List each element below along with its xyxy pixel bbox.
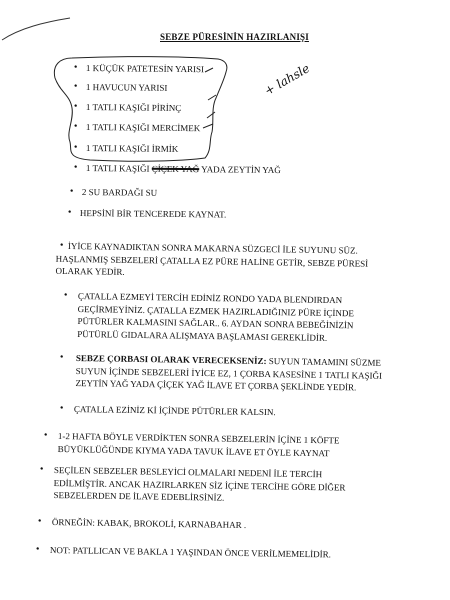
soup-heading: SEBZE ÇORBASI OLARAK VERECEKSENİZ:: [75, 352, 267, 366]
list-item: [73, 61, 205, 75]
paragraph-line: NOT: PATLLICAN VE BAKLA 1 YAŞINDAN ÖNCE VERİLMEMELİDİR.: [49, 544, 332, 560]
paragraph-line: SEÇİLEN SEBZELER BESLEYİCİ OLMALARI NEDENİ İLE TERCİH: [53, 464, 323, 480]
paragraph-line: SEBZELERDEN DE İLAVE EDEBLİRSİNİZ.: [53, 489, 225, 503]
paragraph-fork: [63, 289, 355, 344]
bullet-icon: •: [73, 61, 78, 73]
bullet-icon: •: [67, 206, 72, 218]
paragraph-line: İYİCE KAYNADIKTAN SONRA MAKARNA SÜZGECİ İLE SUYUNU SÜZ.: [67, 240, 358, 256]
bullet-icon: •: [73, 141, 78, 153]
list-item-text: 1 KÜÇÜK PATETESİN YARISI: [85, 62, 205, 75]
list-item-text: 2 SU BARDAĞI SU: [81, 186, 158, 198]
paragraph-boil: [55, 239, 369, 282]
bullet-icon: •: [73, 80, 78, 92]
struck-text: ÇİÇEK YAĞ: [151, 163, 200, 175]
bullet-icon: •: [43, 429, 48, 441]
paragraph-line-rest: SUYUN TAMAMINI SÜZME: [266, 355, 381, 368]
paragraph-line: ÇATALLA EZİNİZ Kİ İÇİNDE PÜTÜRLER KALSIN.: [73, 403, 276, 418]
paragraph-line: ÇATALLA EZMEYİ TERCİH EDİNİZ RONDO YADA BLENDIRDAN: [77, 290, 343, 306]
list-item: [73, 100, 182, 114]
paragraph-meat: [43, 429, 340, 459]
list-item-text: HEPSİNİ BİR TENCEREDE KAYNAT.: [79, 207, 227, 220]
handwritten-note: + lahsle: [262, 61, 313, 99]
corner-scribble: [2, 18, 70, 40]
list-item: [67, 206, 227, 221]
paragraph-line: ÖRNEĞİN: KABAK, BROKOLİ, KARNABAHAR .: [51, 516, 247, 531]
bullet-icon: •: [69, 185, 74, 197]
ingredient-ticks: [203, 68, 216, 128]
oil-prefix: 1 TATLI KAŞIĞI: [85, 162, 152, 174]
bullet-icon: •: [59, 402, 64, 414]
paragraph-line: SUYUN İÇİNDE SEBZELERİ İYİCE EZ, 1 ÇORBA KASESİNE 1 TATLI KAŞIĞI: [75, 365, 383, 381]
bullet-icon: •: [59, 351, 64, 363]
paragraph-line: 1-2 HAFTA BÖYLE VERDİKTEN SONRA SEBZELERİN İÇİNE 1 KÖFTE: [57, 430, 340, 446]
paragraph-line: ZEYTİN YAĞ YADA ÇİÇEK YAĞ İLAVE ET ÇORBA ŞEKLİNDE YEDİR.: [75, 377, 357, 393]
list-item: [73, 120, 201, 134]
paragraph-line: BÜYÜKLÜĞÜNDE KIYMA YADA TAVUK İLAVE ET ÖYLE KAYNAT: [57, 443, 330, 458]
oil-suffix: YADA ZEYTİN YAĞ: [199, 164, 281, 176]
bullet-icon: •: [37, 515, 42, 527]
bullet-icon: •: [73, 161, 78, 173]
paragraph-veg-choice: [39, 463, 346, 506]
paragraph-line: OLARAK YEDİR.: [55, 265, 125, 277]
paragraph-line: PÜTÜRLER KALMASINI SAĞLAR.. 6. AYDAN SONRA BEBEĞİNİZİN: [77, 315, 354, 331]
bullet-icon: •: [35, 543, 40, 555]
paragraph-line: PÜTÜRLÜ GIDALARA ALIŞMAYA BAŞLAMASI GEREKLİDİR.: [77, 328, 328, 343]
list-item: [73, 141, 179, 155]
list-item: [73, 80, 168, 94]
bullet-icon: •: [63, 289, 68, 301]
list-item-text: 1 TATLI KAŞIĞI MERCİMEK: [85, 121, 201, 134]
list-item: [69, 185, 158, 199]
bullet-icon: •: [39, 463, 44, 475]
bullet-icon: •: [73, 120, 78, 132]
paragraph-line: EDİLMİŞTİR. ANCAK HAZIRLARKEN SİZ İÇİNE TERCİHE GÖRE DİĞER: [53, 477, 346, 493]
bullet-icon: •: [73, 100, 78, 112]
bullet-icon: •: [59, 239, 64, 251]
page-title: SEBZE PÜRESİNİN HAZIRLANIŞI: [160, 32, 309, 42]
paragraph-soup: [59, 351, 383, 394]
list-item: [73, 161, 281, 176]
list-item-text: 1 TATLI KAŞIĞI PİRİNÇ: [85, 101, 182, 113]
paragraph-line: HAŞLANMIŞ SEBZELERİ ÇATALLA EZ PÜRE HALİNE GETİR, SEBZE PÜRESİ: [55, 253, 369, 269]
list-item-text: 1 HAVUCUN YARISI: [85, 81, 168, 93]
paragraph-line: GEÇİRMEYİNİZ. ÇATALLA EZMEK HAZIRLADIĞINIZ PÜRE İÇİNDE: [77, 303, 355, 318]
list-item-text: 1 TATLI KAŞIĞI İRMİK: [85, 142, 179, 154]
